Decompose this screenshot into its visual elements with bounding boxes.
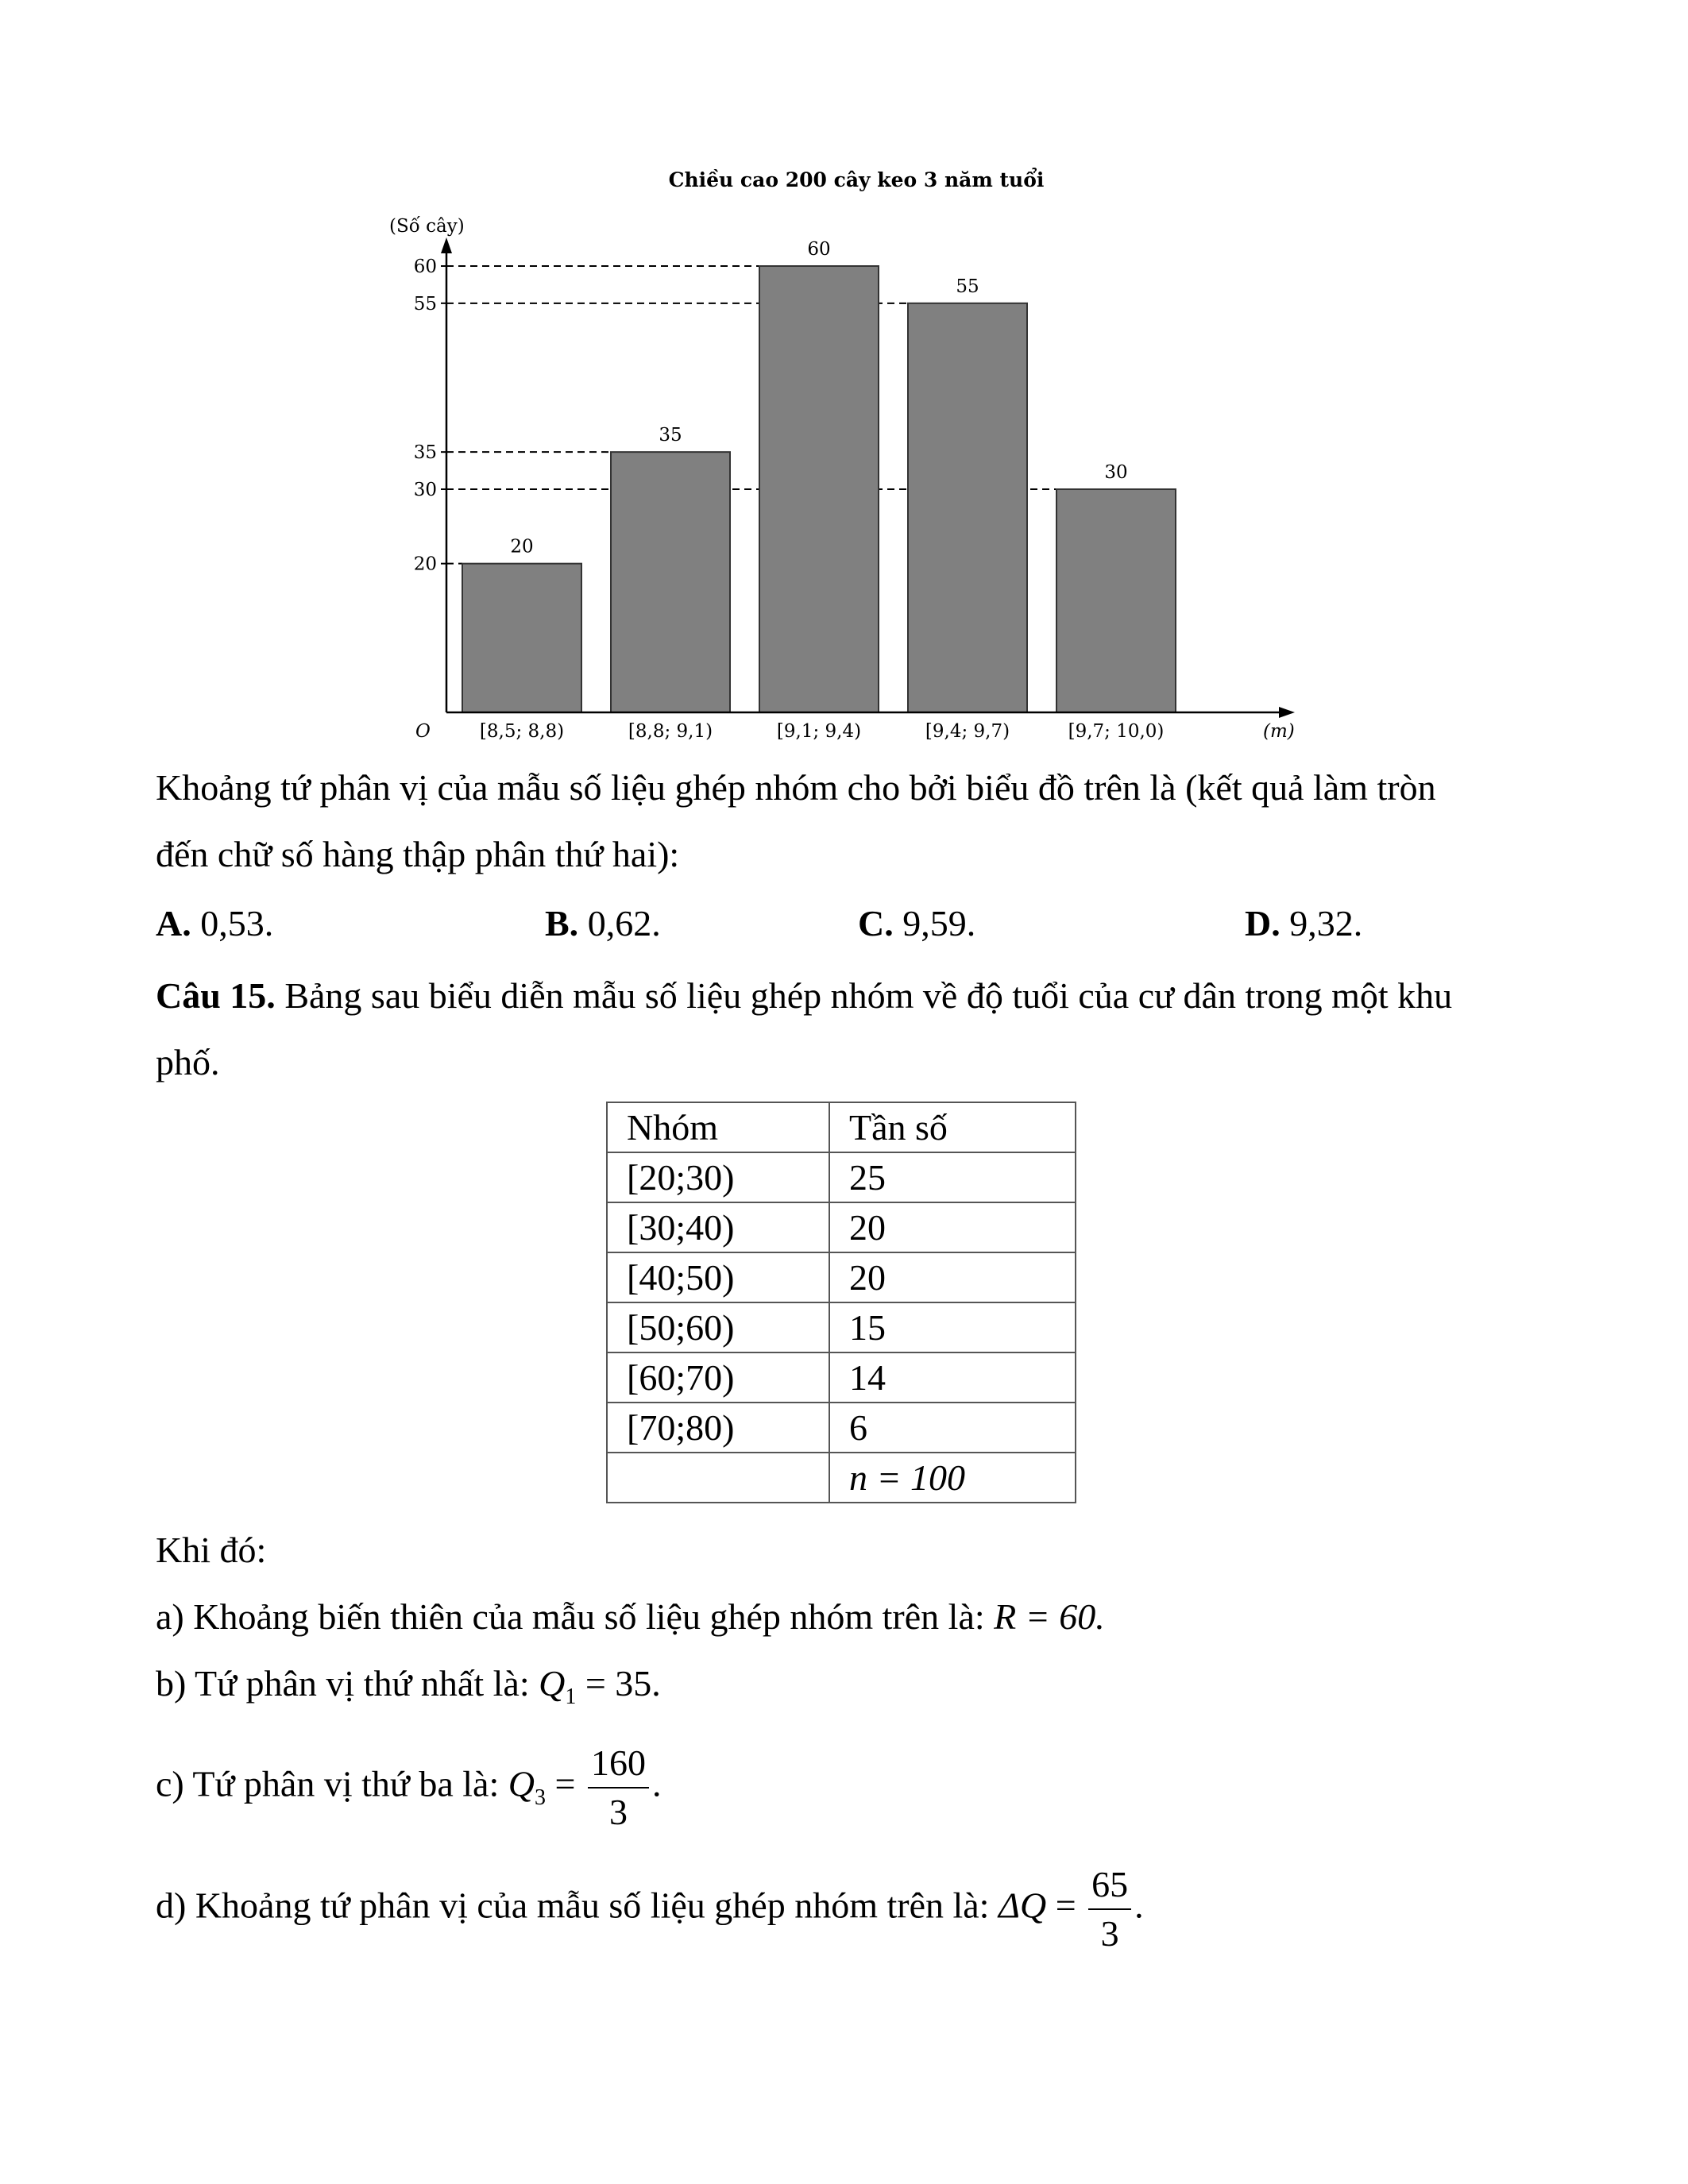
q15-line2: phố.	[156, 1042, 220, 1082]
category-label: [9,1; 9,4)	[776, 721, 862, 742]
cell-group: [40;50)	[607, 1252, 829, 1302]
option-d	[1245, 902, 1362, 944]
bar	[1056, 489, 1176, 712]
statement-b-subscript: 1	[565, 1684, 577, 1710]
table-total-row	[607, 1453, 1076, 1503]
q15-line1	[156, 963, 1452, 1029]
y-tick-label: 20	[413, 554, 437, 575]
cell-frequency: 14	[829, 1352, 1076, 1403]
statement-a-text: a) Khoảng biến thiên của mẫu số liệu ghép nhóm trên là:	[156, 1596, 985, 1637]
q14-line2: đến chữ số hàng thập phân thứ hai):	[156, 834, 680, 874]
statement-d-symbol: ΔQ	[998, 1885, 1047, 1926]
chart-title: Chiều cao 200 cây keo 3 năm tuổi	[668, 168, 1045, 191]
y-tick-label: 60	[413, 257, 437, 277]
statement-c-fraction	[588, 1739, 649, 1836]
option-a-label: A.	[156, 903, 191, 943]
statement-d-text: d) Khoảng tứ phân vị của mẫu số liệu ghép nhóm trên là:	[156, 1885, 990, 1926]
cell-frequency: 6	[829, 1403, 1076, 1453]
cell-frequency: 15	[829, 1302, 1076, 1352]
statement-b	[156, 1650, 661, 1731]
statement-a	[156, 1584, 1105, 1650]
option-a	[156, 902, 273, 944]
bar	[462, 564, 581, 712]
fraction-denominator: 3	[608, 1792, 628, 1832]
table-row	[607, 1202, 1076, 1252]
statement-b-rhs: = 35.	[585, 1663, 661, 1704]
option-d-value: 9,32.	[1289, 903, 1363, 943]
category-label: [9,7; 10,0)	[1068, 721, 1165, 742]
bar	[908, 303, 1027, 712]
statement-c-subscript: 3	[534, 1785, 546, 1810]
cell-total: n = 100	[829, 1453, 1076, 1503]
bar	[611, 452, 730, 712]
fraction-numerator: 65	[1088, 1861, 1131, 1910]
option-d-label: D.	[1245, 903, 1280, 943]
q14-line1: Khoảng tứ phân vị của mẫu số liệu ghép nhóm cho bởi biểu đồ trên là (kết quả làm tròn	[156, 767, 1436, 808]
statement-a-math: R = 60.	[994, 1596, 1105, 1637]
option-c-value: 9,59.	[902, 903, 976, 943]
statement-b-text: b) Tứ phân vị thứ nhất là:	[156, 1663, 530, 1704]
fraction-denominator: 3	[1100, 1913, 1119, 1954]
fraction-numerator: 160	[588, 1739, 649, 1788]
y-axis-arrow	[441, 237, 452, 253]
statement-d-fraction	[1088, 1861, 1131, 1958]
table-row	[607, 1403, 1076, 1453]
bar-value-label: 60	[807, 239, 831, 260]
category-label: [9,4; 9,7)	[925, 721, 1010, 742]
frequency-table	[606, 1102, 1076, 1503]
cell-empty	[607, 1453, 829, 1503]
bar-value-label: 35	[659, 425, 682, 446]
y-tick-label: 55	[413, 293, 437, 314]
statement-c-symbol: Q	[508, 1763, 535, 1804]
cell-frequency: 20	[829, 1252, 1076, 1302]
statement-c-tail: .	[651, 1763, 662, 1804]
q15-intro: Khi đó:	[156, 1530, 267, 1570]
table-header-row	[607, 1102, 1076, 1152]
option-c-label: C.	[858, 903, 894, 943]
q15-text: Bảng sau biểu diễn mẫu số liệu ghép nhóm về độ tuổi của cư dân trong một khu	[284, 975, 1453, 1016]
x-axis-arrow	[1279, 707, 1295, 718]
statement-d-eq: =	[1055, 1885, 1076, 1926]
cell-group: [30;40)	[607, 1202, 829, 1252]
option-c	[858, 902, 975, 944]
cell-group: [50;60)	[607, 1302, 829, 1352]
y-tick-label: 35	[413, 442, 437, 464]
category-label: [8,5; 8,8)	[479, 721, 565, 742]
header-group: Nhóm	[607, 1102, 829, 1152]
option-b	[545, 902, 661, 944]
statement-d-tail: .	[1134, 1885, 1144, 1926]
option-a-value: 0,53.	[200, 903, 274, 943]
statement-d	[156, 1861, 1144, 1958]
y-axis-label: (Số cây)	[389, 216, 465, 237]
y-tick-label: 30	[413, 480, 437, 500]
bar-value-label: 30	[1104, 462, 1128, 483]
x-axis-label: (m)	[1263, 721, 1295, 742]
table-row	[607, 1252, 1076, 1302]
origin-label: O	[415, 721, 431, 742]
header-frequency: Tần số	[829, 1102, 1076, 1152]
cell-frequency: 25	[829, 1152, 1076, 1202]
question-number: Câu 15.	[156, 975, 276, 1016]
cell-frequency: 20	[829, 1202, 1076, 1252]
bar-value-label: 20	[510, 536, 534, 558]
statement-b-symbol: Q	[539, 1663, 566, 1704]
statement-c	[156, 1739, 661, 1836]
bar	[759, 266, 879, 712]
table-row	[607, 1302, 1076, 1352]
option-b-value: 0,62.	[587, 903, 661, 943]
statement-c-eq: =	[554, 1763, 576, 1804]
table-row	[607, 1352, 1076, 1403]
histogram-chart	[342, 155, 1342, 758]
cell-group: [70;80)	[607, 1403, 829, 1453]
table-row	[607, 1152, 1076, 1202]
statement-c-text: c) Tứ phân vị thứ ba là:	[156, 1763, 500, 1804]
cell-group: [60;70)	[607, 1352, 829, 1403]
bar-value-label: 55	[956, 276, 979, 297]
category-label: [8,8; 9,1)	[628, 721, 713, 742]
cell-group: [20;30)	[607, 1152, 829, 1202]
option-b-label: B.	[545, 903, 579, 943]
